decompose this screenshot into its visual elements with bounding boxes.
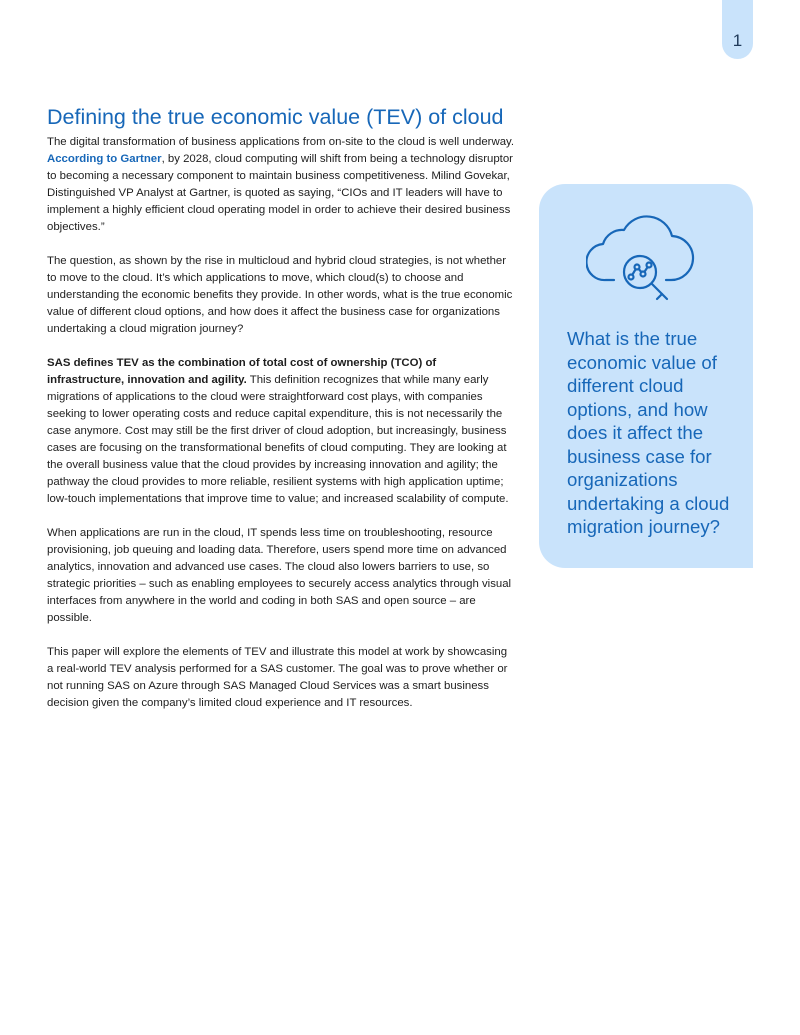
- paragraph-intro-lead: The digital transformation of business applications from on-site to the cloud is well underway.: [47, 136, 515, 148]
- paragraph-intro-rest: , by 2028, cloud computing will shift from being a technology disruptor to becoming a necessary component to maintain business competitiveness. Milind Govekar, Distinguished VP Analyst at Gartner, is quoted as saying, “CIOs and IT leaders will have to implement a highly efficient cloud operating model in order to achieve their desired business objectives.”: [47, 153, 513, 233]
- paragraph-cloud-benefits: When applications are run in the cloud, IT spends less time on troubleshooting, resource provisioning, job queuing and loading data. Therefore, users spend more time on advanced analytics, innovation and advanced use cases. The cloud also lowers barriers to use, so strategic priorities – such as enabling employees to securely access analytics through visual interfaces from anywhere in the world and coding in both SAS and open source – are possible.: [47, 527, 512, 624]
- paragraph-tev-definition: [47, 355, 515, 508]
- paragraph-paper-scope: This paper will explore the elements of TEV and illustrate this model at work by showcasing a real-world TEV analysis performed for a SAS customer. The goal was to prove whether or not running SAS on Azure through SAS Managed Cloud Services was a smart business decision given the company’s limited cloud experience and IT resources.: [47, 646, 508, 709]
- paragraph-intro: [47, 134, 515, 236]
- cloud-analytics-magnifier-icon: [586, 206, 696, 316]
- callout-question: What is the true economic value of different cloud options, and how does it affect the business case for organizations undertaking a cloud migration journey?: [567, 328, 730, 537]
- gartner-link[interactable]: According to Gartner: [47, 153, 162, 165]
- tev-definition-bold: SAS defines TEV as the combination of total cost of ownership (TCO) of infrastructure, innovation and agility.: [47, 357, 437, 386]
- section-body: [47, 134, 515, 729]
- page-number-tab: [722, 0, 753, 59]
- paragraph-question: The question, as shown by the rise in multicloud and hybrid cloud strategies, is not whether to move to the cloud. It’s which applications to move, which cloud(s) to choose and understanding the economic benefits they provide. In other words, what is the true economic value of different cloud options, and how does it affect the business case for organizations undertaking a cloud migration journey?: [47, 255, 513, 335]
- section-title: Defining the true economic value (TEV) of cloud: [47, 105, 504, 129]
- pull-quote-callout: [539, 184, 753, 568]
- tev-definition-rest: This definition recognizes that while many early migrations of applications to the cloud were straightforward cost plays, with companies seeking to lower operating costs and reduce capital expenditure, this is not necessarily the case anymore. Cost may still be the first driver of cloud adoption, but increasingly, business cases are focusing on the transformational benefits of cloud computing. They are looking at the overall business value that the cloud provides by increasing innovation and agility; the pathway the cloud provides to more reliable, resilient systems with high application uptime; low-touch implementations that improve time to value; and increased scalability of compute.: [47, 374, 509, 505]
- page-number: 1: [732, 31, 743, 50]
